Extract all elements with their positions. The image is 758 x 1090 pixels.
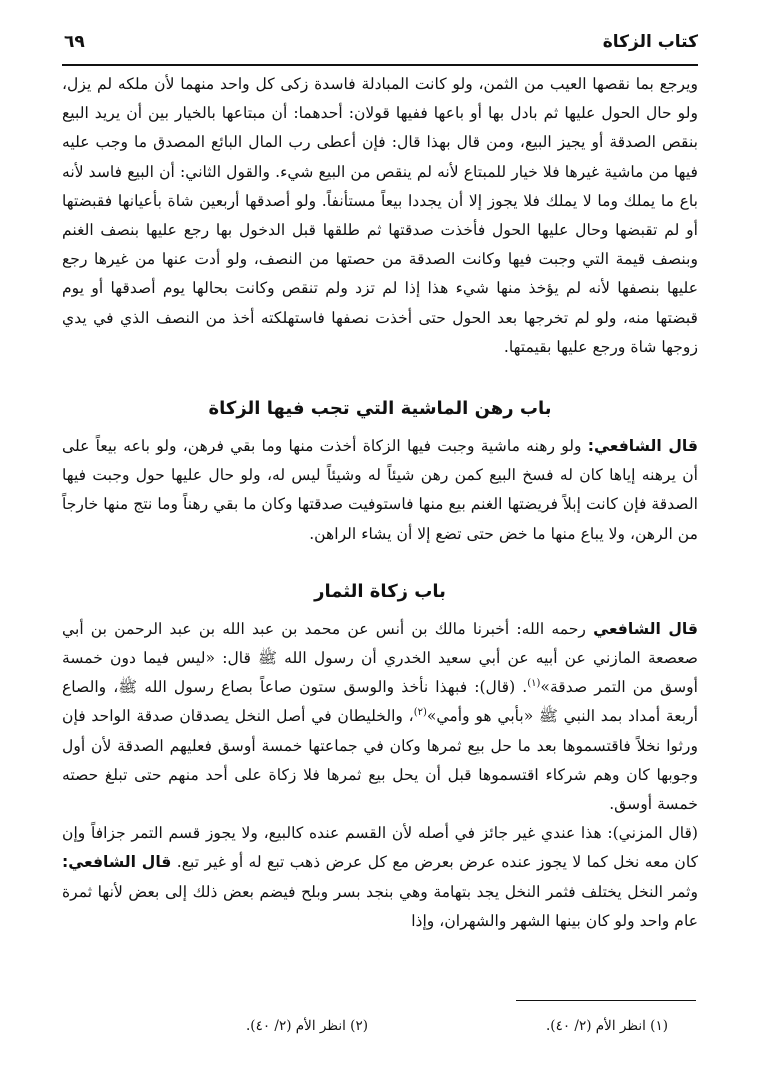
page-number: ٦٩: [64, 32, 85, 52]
speaker-label: قال الشافعي:: [62, 853, 172, 872]
paragraph-text: ولو رهنه ماشية وجبت فيها الزكاة أخذت منها وما بقي فرهن، ولو باعه بيعاً على أن يرهنه إياها كان له فسخ البيع كمن رهن شيئاً له وشيئاً ليس له، ولو حال عليها حول وجبت فيها الصدقة فإن كانت إبلاً فريضتها الغنم بيع منها فاستوفيت صدقتها وكان ما بقي رهناً وما نتج منها خارجاً من الرهن، ولا يباع منها ما خض حتى تضع إلا أن يشاء الراهن.: [62, 437, 698, 543]
paragraph-exchange: ويرجع بما نقصها العيب من الثمن، ولو كانت المبادلة فاسدة زكى كل واحد منهما لأن ملكه لم يزل، ولو حال الحول عليها ثم بادل بها أو باعها ففيها قولان: أحدهما: أن مبتاعها بالخيار بين أن يريد البيع بنقص الصدقة أو يجيز البيع، ومن قال بهذا قال: فإن أعطى رب المال البائع المصدق ما وجب عليه فيها من ماشية غيرها فلا خيار للمبتاع لأنه لم ينقص من البيع شيء. والقول الثاني: أن البيع فاسد لأنه باع ما يملك وما لا يملك فلا يجوز إلا أن يجددا بيعاً مستأنفاً. ولو أصدقها أربعين شاة بأعيانها فقبضتها أو لم تقبضها وحال عليها الحول فأخذت صدقتها ثم طلقها قبل الدخول بها رجع عليها بنصف الغنم وبنصف قيمة التي وجبت فيها وكانت الصدقة من حصتها من النصف، ولو أدت عنها من غيرها رجع عليها بنصفها لأنه لم يؤخذ منها شيء هذا إذا لم تزد ولم تنقص وكانت بحالها يوم أصدقها أو يوم قبضتها منه، ولو لم تخرجها بعد الحول حتى أخذت نصفها فاستهلكته أخذ من النصف الذي في يدي زوجها شاة ورجع عليها بقيمتها.: [62, 75, 698, 356]
section-heading-fruits-zakat: باب زكاة الثمار: [314, 580, 446, 602]
footnote-1: (١) انظر الأم (٢/ ٤٠).: [546, 1018, 668, 1034]
footnote-2: (٢) انظر الأم (٢/ ٤٠).: [246, 1018, 368, 1034]
header-rule: [62, 64, 698, 66]
footnotes: [88, 1018, 668, 1040]
footnote-ref-1: (١): [527, 678, 541, 690]
main-text: [62, 70, 698, 936]
paragraph-pledged-livestock: [62, 432, 698, 549]
paragraph-text: ، والخليطان في أصل النخل يصدقان صدقة الواحد فإن ورثوا نخلاً فاقتسموها بعد ما حل بيع ثمرها وكان في جماعتها خمسة أوسق فعليهم الصدقة لأن أول وجوبها كان وهم شركاء اقتسموها قبل أن يحل بيع ثمرها فلا زكاة على أحد منهم حتى تبلغ حصته خمسة أوسق.: [62, 707, 698, 814]
paragraph-fruits-zakat: [62, 615, 698, 819]
footnote-ref-2: (٢): [413, 707, 427, 719]
speaker-label: قال الشافعي: [593, 619, 698, 638]
running-header: [62, 28, 698, 62]
paragraph-text: رحمه الله: أخبرنا مالك بن أنس عن محمد بن عبد الله بن عبد الرحمن بن أبي صعصعة المازني عن أبيه عن أبي سعيد الخدري أن رسول الله ﷺ قال: «ليس فيما دون خمسة أوسق من التمر صدقة»: [62, 619, 698, 697]
section-heading-pledged-livestock: باب رهن الماشية التي تجب فيها الزكاة: [208, 398, 552, 420]
paragraph-muzani: [62, 819, 698, 936]
footnote-rule: [516, 1000, 696, 1001]
paragraph-text: (قال المزني): هذا عندي غير جائز في أصله لأن القسم عنده كالبيع، ولا يجوز قسم التمر جزافاً وإن كان معه نخل كما لا يجوز عنده عرض بعرض مع كل عرض ذهب تبع له أو غير تبع.: [62, 824, 698, 872]
paragraph-text: . (قال): فبهذا نأخذ والوسق ستون صاعاً بصاع رسول الله ﷺ، والصاع أربعة أمداد بمد النبي ﷺ «بأبي هو وأمي»: [62, 678, 698, 726]
speaker-label: قال الشافعي:: [587, 437, 698, 456]
paragraph-text: وثمر النخل يختلف فثمر النخل يجد بتهامة وهي بنجد بسر وبلح فيضم بعض ذلك إلى بعض لأنها ثمرة عام واحد ولو كان بينها الشهر والشهران، وإذا: [62, 882, 698, 930]
book-section-title: كتاب الزكاة: [602, 32, 698, 52]
